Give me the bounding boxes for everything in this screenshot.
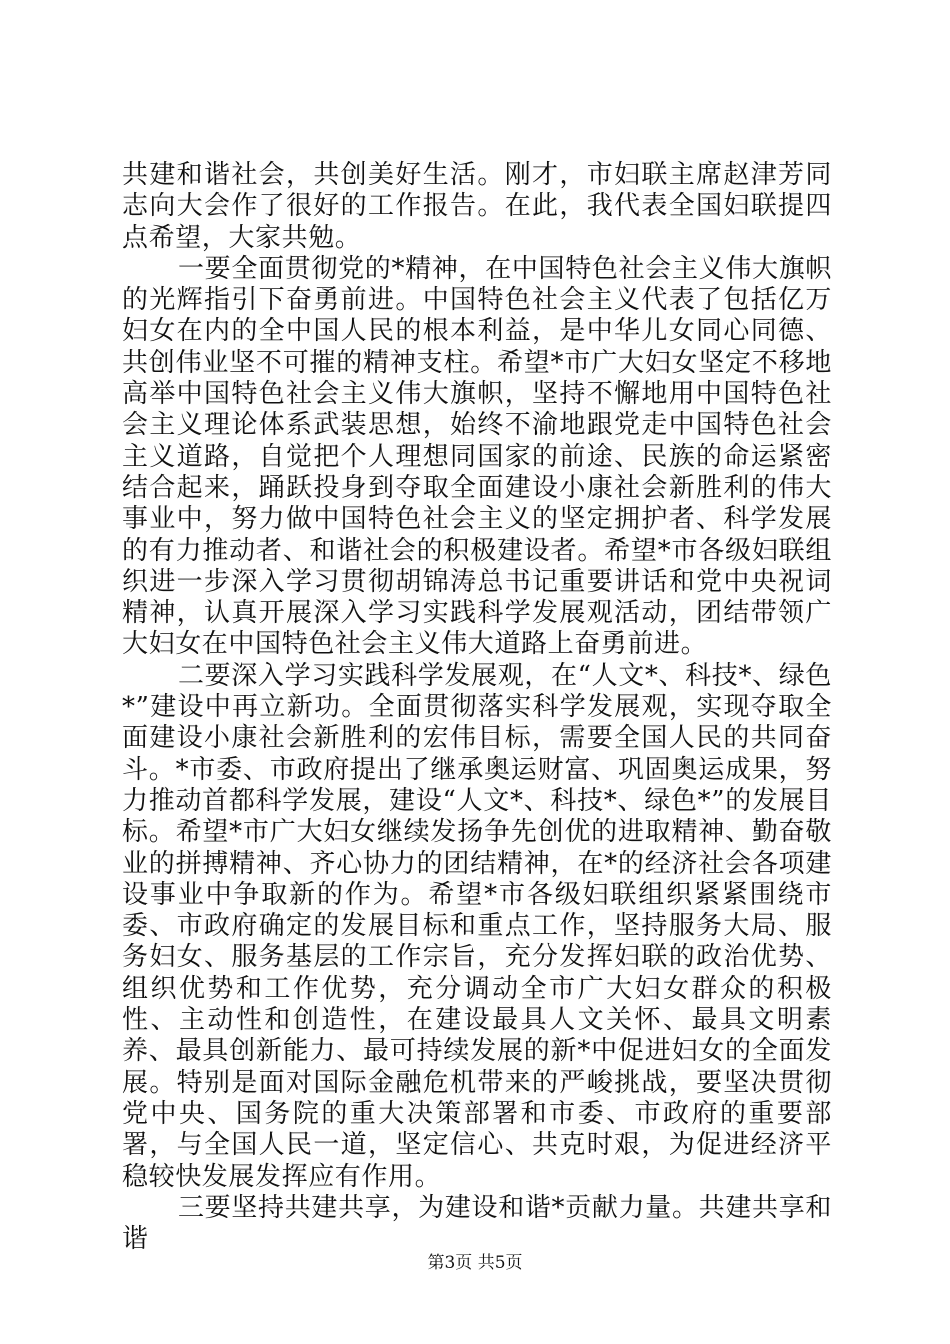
paragraph-4: 三要坚持共建共享，为建设和谐*贡献力量。共建共享和谐 [122,1192,832,1255]
paragraph-1: 共建和谐社会，共创美好生活。刚才，市妇联主席赵津芳同志向大会作了很好的工作报告。在此，我代表全国妇联提四点希望，大家共勉。 [122,160,832,253]
paragraph-2: 一要全面贯彻党的*精神，在中国特色社会主义伟大旗帜的光辉指引下奋勇前进。中国特色社会主义代表了包括亿万妇女在内的全中国人民的根本利益，是中华儿女同心同德、共创伟业坚不可摧的精神支柱。希望*市广大妇女坚定不移地高举中国特色社会主义伟大旗帜，坚持不懈地用中国特色社会主义理论体系武装思想，始终不渝地跟党走中国特色社会主义道路，自觉把个人理想同国家的前途、民族的命运紧密结合起来，踊跃投身到夺取全面建设小康社会新胜利的伟大事业中，努力做中国特色社会主义的坚定拥护者、科学发展的有力推动者、和谐社会的积极建设者。希望*市各级妇联组织进一步深入学习贯彻胡锦涛总书记重要讲话和党中央祝词精神，认真开展深入学习实践科学发展观活动，团结带领广大妇女在中国特色社会主义伟大道路上奋勇前进。 [122,253,832,660]
page-number-footer: 第3页 共5页 [427,1253,523,1273]
paragraph-3: 二要深入学习实践科学发展观，在“人文*、科技*、绿色*”建设中再立新功。全面贯彻落实科学发展观，实现夺取全面建设小康社会新胜利的宏伟目标，需要全国人民的共同奋斗。*市委、市政府提出了继承奥运财富、巩固奥运成果，努力推动首都科学发展，建设“人文*、科技*、绿色*”的发展目标。希望*市广大妇女继续发扬争先创优的进取精神、勤奋敬业的拼搏精神、齐心协力的团结精神，在*的经济社会各项建设事业中争取新的作为。希望*市各级妇联组织紧紧围绕市委、市政府确定的发展目标和重点工作，坚持服务大局、服务妇女、服务基层的工作宗旨，充分发挥妇联的政治优势、组织优势和工作优势，充分调动全市广大妇女群众的积极性、主动性和创造性，在建设最具人文关怀、最具文明素养、最具创新能力、最可持续发展的新*中促进妇女的全面发展。特别是面对国际金融危机带来的严峻挑战，要坚决贯彻党中央、国务院的重大决策部署和市委、市政府的重要部署，与全国人民一道，坚定信心、共克时艰，为促进经济平稳较快发展发挥应有作用。 [122,660,832,1192]
document-body [122,160,832,1255]
